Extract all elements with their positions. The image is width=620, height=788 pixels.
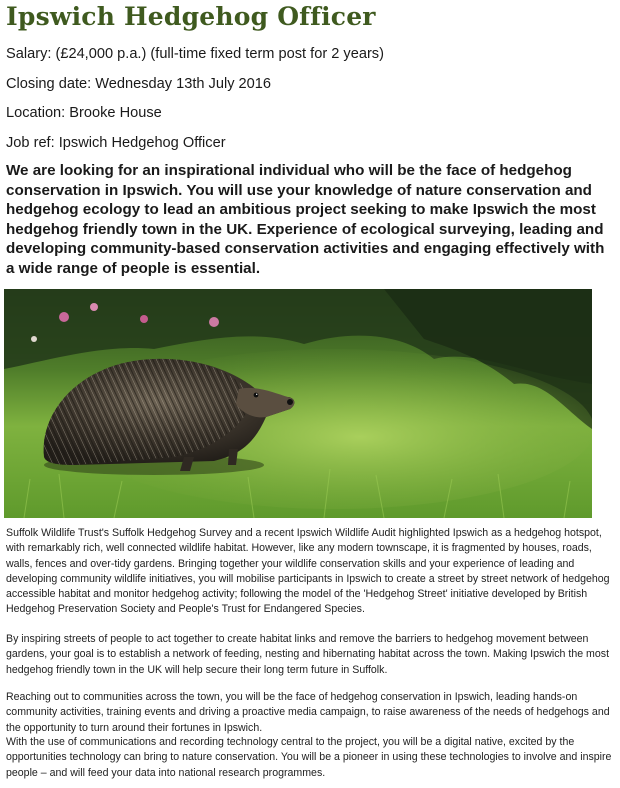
body-paragraph-1: Suffolk Wildlife Trust's Suffolk Hedgehog Survey and a recent Ipswich Wildlife Audit highlighted Ipswich as a hedgehog hotspot, with remarkably rich, well connected wildlife habitat. However, like any modern townscape, it is fragmented by houses, roads, walls, fences and over-tidy gardens. Bringing together your wildlife conservation skills and your experience of leading and developing community wildlife initiatives, you will mobilise participants in Ipswich to create a street by street network of hedgehog accessible habitat and monitor hedgehog activity; following the model of the 'Hedgehog Street' initiative developed by British Hedgehog Preservation Society and People's Trust for Endangered Species. [6,527,610,616]
body-paragraph-2: By inspiring streets of people to act together to create habitat links and remove the barriers to hedgehog movement between gardens, your goal is to establish a network of feeding, nesting and hibernating habitat across the town. Making Ipswich the most hedgehog friendly town in the UK will help secure their long term future in Suffolk. [6,633,610,676]
location-line: Location: Brooke House [6,105,162,121]
job-ref-line: Job ref: Ipswich Hedgehog Officer [6,135,226,151]
intro-paragraph: We are looking for an inspirational individual who will be the face of hedgehog conservation in Ipswich. You will use your knowledge of nature conservation and hedgehog ecology to lead an ambitious project seeking to make Ipswich the most hedgehog friendly town in the UK. Experience of ecological surveying, leading and developing community-based conservation activities and engaging effectively with a wide range of people is essential. [6,162,605,277]
job-title: Ipswich Hedgehog Officer [6,2,376,31]
body-paragraph-4: With the use of communications and recording technology central to the project, you will be a digital native, excited by the opportunities technology can bring to nature conservation. You will be a pioneer in using these technologies to involve and inspire people – and will feed your data into national research programmes. [6,736,612,779]
salary-line: Salary: (£24,000 p.a.) (full-time fixed term post for 2 years) [6,46,384,62]
hedgehog-photo [4,289,592,518]
closing-date-line: Closing date: Wednesday 13th July 2016 [6,76,272,92]
body-paragraph-3: Reaching out to communities across the town, you will be the face of hedgehog conservation in Ipswich, leading hands-on community activities, training events and driving a proactive media campaign, to raise awareness of the needs of hedgehogs and the opportunity to turn around their fortunes in Ipswich. [6,691,610,734]
